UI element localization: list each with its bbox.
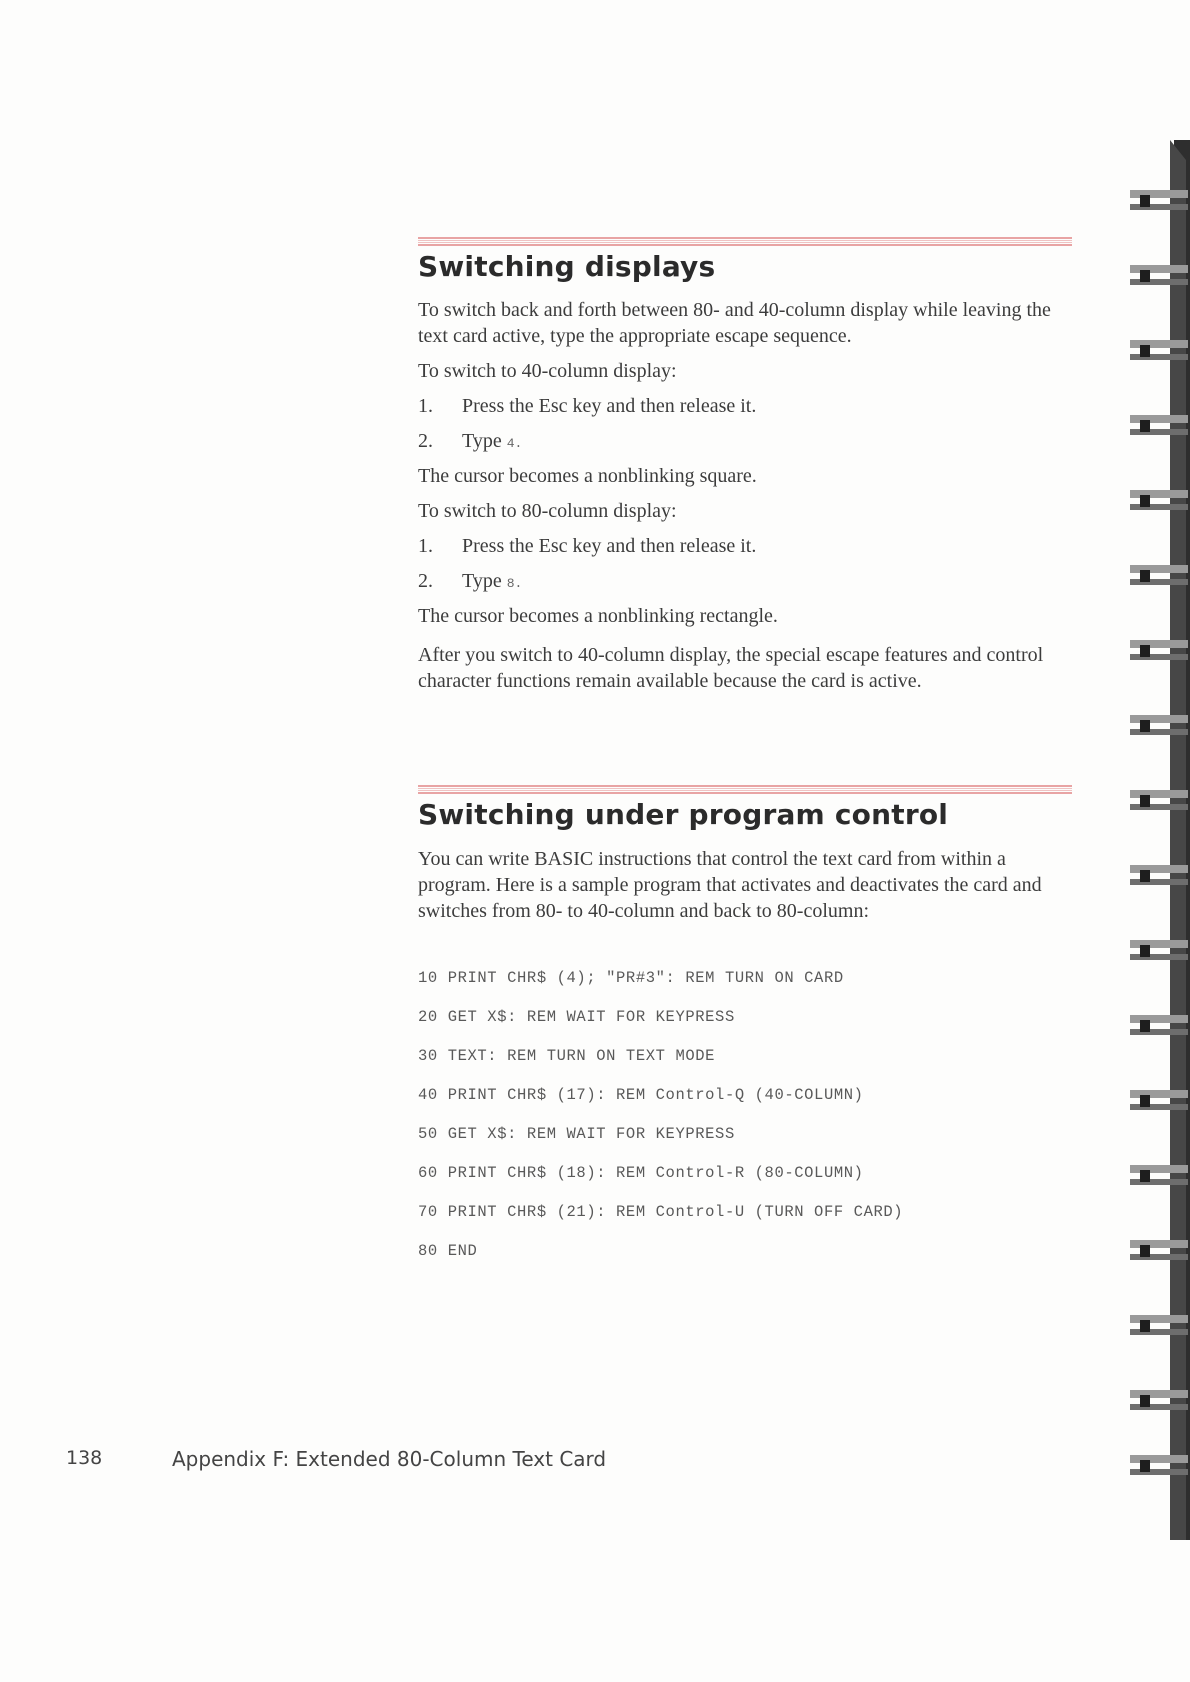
spiral-binding-graphic xyxy=(1130,140,1190,1540)
list-text: Press the Esc key and then release it. xyxy=(462,535,757,557)
instruction-40: To switch to 40-column display: xyxy=(418,360,677,382)
list-item xyxy=(418,568,522,597)
section-rule xyxy=(418,237,1072,246)
result-40: The cursor becomes a nonblinking square. xyxy=(418,465,757,487)
code-line: 60 PRINT CHR$ (18): REM Control-R (80-COLUMN) xyxy=(418,1164,864,1182)
list-item xyxy=(418,428,522,457)
code-line: 10 PRINT CHR$ (4); "PR#3": REM TURN ON CARD xyxy=(418,969,844,987)
list-number: 1. xyxy=(418,535,433,557)
section-heading: Switching under program control xyxy=(418,798,949,831)
inline-code: 4. xyxy=(506,436,523,451)
after-paragraph: After you switch to 40-column display, the special escape features and control character functions remain available because the card is active. xyxy=(418,644,1044,692)
code-line: 40 PRINT CHR$ (17): REM Control-Q (40-COLUMN) xyxy=(418,1086,864,1104)
list-number: 1. xyxy=(418,395,433,417)
code-line: 80 END xyxy=(418,1242,478,1260)
section-intro: To switch back and forth between 80- and 40-column display while leaving the text card active, type the appropriate escape sequence. xyxy=(418,299,1051,347)
list-number: 2. xyxy=(418,570,433,592)
page-number: 138 xyxy=(66,1447,103,1469)
list-text: Type xyxy=(462,570,507,592)
section-rule xyxy=(418,785,1072,794)
list-text: Press the Esc key and then release it. xyxy=(462,395,757,417)
code-line: 50 GET X$: REM WAIT FOR KEYPRESS xyxy=(418,1125,735,1143)
list-text: Type xyxy=(462,430,507,452)
result-80: The cursor becomes a nonblinking rectangle. xyxy=(418,605,778,627)
code-line: 20 GET X$: REM WAIT FOR KEYPRESS xyxy=(418,1008,735,1026)
code-line: 70 PRINT CHR$ (21): REM Control-U (TURN OFF CARD) xyxy=(418,1203,904,1221)
running-footer: Appendix F: Extended 80-Column Text Card xyxy=(172,1447,607,1471)
code-line: 30 TEXT: REM TURN ON TEXT MODE xyxy=(418,1047,716,1065)
inline-code: 8. xyxy=(506,576,523,591)
list-item xyxy=(418,533,756,559)
instruction-80: To switch to 80-column display: xyxy=(418,500,677,522)
list-item xyxy=(418,393,756,419)
section-intro: You can write BASIC instructions that control the text card from within a program. Here is a sample program that activates and deactivates the card and switches from 80- to 40-column and back to 80-column: xyxy=(418,848,1042,922)
section-heading: Switching displays xyxy=(418,250,716,283)
list-number: 2. xyxy=(418,430,433,452)
